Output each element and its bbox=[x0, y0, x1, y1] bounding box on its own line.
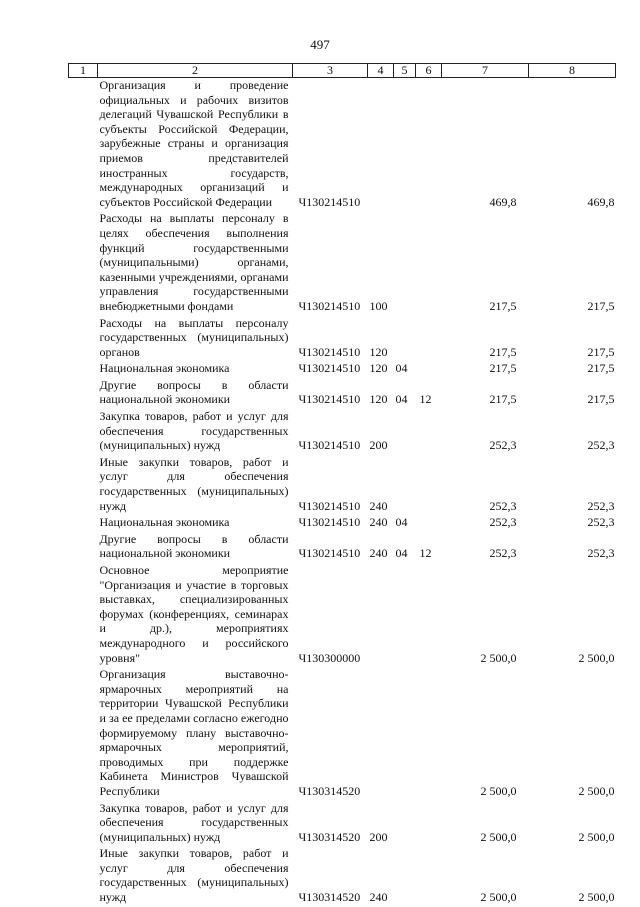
header-col-1: 1 bbox=[69, 64, 98, 78]
row-amount-col8: 2 500,0 bbox=[578, 890, 615, 905]
row-target-code: Ч130314520 bbox=[298, 783, 361, 798]
row-amount-col8: 252,3 bbox=[587, 515, 615, 530]
row-section: 04 bbox=[395, 546, 408, 561]
table-header bbox=[69, 64, 616, 78]
row-target-code: Ч130214510 bbox=[298, 515, 361, 530]
row-amount-col7: 2 500,0 bbox=[480, 650, 517, 665]
table-row bbox=[69, 78, 616, 212]
row-subsection bbox=[416, 455, 442, 515]
row-subsection bbox=[416, 211, 442, 315]
header-col-8: 8 bbox=[529, 64, 616, 78]
row-section bbox=[394, 846, 416, 906]
row-amount-col7: 2 500,0 bbox=[480, 890, 517, 905]
row-section bbox=[394, 409, 416, 455]
row-expense-type bbox=[368, 78, 394, 212]
row-subsection bbox=[416, 515, 442, 532]
row-amount-col8: 252,3 bbox=[587, 438, 615, 453]
row-name: Основное мероприятие "Организация и участие в торговых выставках, специализированных форумах (конференциях, семинарах и др.), мероприятиях международного и российского уровня" bbox=[99, 563, 289, 665]
table-row bbox=[69, 532, 616, 563]
row-expense-type: 240 bbox=[369, 890, 388, 905]
row-subsection bbox=[416, 409, 442, 455]
row-name: Национальная экономика bbox=[99, 515, 230, 530]
row-subsection: 12 bbox=[419, 392, 432, 407]
row-amount-col7: 217,5 bbox=[489, 298, 517, 313]
table-row bbox=[69, 361, 616, 378]
row-subsection bbox=[416, 846, 442, 906]
row-section bbox=[394, 801, 416, 847]
row-expense-type: 120 bbox=[369, 361, 388, 376]
row-section: 04 bbox=[395, 392, 408, 407]
row-amount-col8: 469,8 bbox=[587, 194, 615, 209]
row-target-code: Ч130214510 bbox=[298, 546, 361, 561]
row-name: Организация выставочно-ярмарочных мероприятий на территории Чувашской Республики и за ее пределами согласно ежегодно формируемому плану выставочно-ярмарочных мероприятий, проводимых при поддержке Кабинета Министров Чувашской Республики bbox=[99, 667, 289, 798]
header-col-5: 5 bbox=[394, 64, 416, 78]
row-target-code: Ч130214510 bbox=[298, 194, 361, 209]
row-amount-col7: 217,5 bbox=[489, 361, 517, 376]
row-expense-type: 240 bbox=[369, 546, 388, 561]
row-subsection bbox=[416, 563, 442, 667]
row-target-code: Ч130214510 bbox=[298, 344, 361, 359]
row-amount-col8: 2 500,0 bbox=[578, 829, 615, 844]
row-target-code: Ч130214510 bbox=[298, 361, 361, 376]
row-name: Национальная экономика bbox=[99, 361, 230, 376]
row-target-code: Ч130314520 bbox=[298, 829, 361, 844]
row-amount-col8: 217,5 bbox=[587, 298, 615, 313]
row-expense-type: 120 bbox=[369, 392, 388, 407]
page-number: 497 bbox=[310, 37, 330, 52]
row-section bbox=[394, 667, 416, 800]
row-amount-col7: 217,5 bbox=[489, 344, 517, 359]
row-amount-col8: 217,5 bbox=[587, 344, 615, 359]
row-amount-col8: 217,5 bbox=[587, 361, 615, 376]
table-row bbox=[69, 846, 616, 906]
header-row bbox=[69, 64, 616, 78]
row-target-code: Ч130300000 bbox=[298, 650, 361, 665]
row-name: Другие вопросы в области национальной экономики bbox=[99, 377, 289, 407]
row-section: 04 bbox=[395, 515, 408, 530]
table-row bbox=[69, 409, 616, 455]
header-col-4: 4 bbox=[368, 64, 394, 78]
row-amount-col7: 217,5 bbox=[489, 392, 517, 407]
row-section: 04 bbox=[395, 361, 408, 376]
header-col-7: 7 bbox=[442, 64, 529, 78]
row-name: Иные закупки товаров, работ и услуг для обеспечения государственных (муниципальных) нужд bbox=[99, 846, 289, 905]
row-expense-type: 120 bbox=[369, 344, 388, 359]
row-amount-col8: 2 500,0 bbox=[578, 783, 615, 798]
row-expense-type: 200 bbox=[369, 829, 388, 844]
row-target-code: Ч130214510 bbox=[298, 438, 361, 453]
row-amount-col7: 2 500,0 bbox=[480, 783, 517, 798]
row-amount-col7: 469,8 bbox=[489, 194, 517, 209]
table-row bbox=[69, 667, 616, 800]
row-section bbox=[394, 563, 416, 667]
header-col-3: 3 bbox=[293, 64, 368, 78]
row-target-code: Ч130214510 bbox=[298, 298, 361, 313]
row-expense-type: 240 bbox=[369, 498, 388, 513]
table-row bbox=[69, 211, 616, 315]
row-target-code: Ч130214510 bbox=[298, 392, 361, 407]
table-row bbox=[69, 455, 616, 515]
row-target-code: Ч130214510 bbox=[298, 498, 361, 513]
row-name: Закупка товаров, работ и услуг для обеспечения государственных (муниципальных) нужд bbox=[99, 409, 289, 453]
row-subsection bbox=[416, 667, 442, 800]
table-row bbox=[69, 515, 616, 532]
header-col-2: 2 bbox=[98, 64, 293, 78]
row-name: Закупка товаров, работ и услуг для обеспечения государственных (муниципальных) нужд bbox=[99, 800, 289, 844]
row-expense-type: 100 bbox=[369, 298, 388, 313]
table-body bbox=[69, 78, 616, 907]
row-expense-type: 200 bbox=[369, 438, 388, 453]
row-amount-col7: 252,3 bbox=[489, 498, 517, 513]
table-row bbox=[69, 316, 616, 362]
row-expense-type bbox=[368, 667, 394, 800]
row-name: Организация и проведение официальных и рабочих визитов делегаций Чувашской Республики в субъекты Российской Федерации, зарубежные страны и организация приемов представителей иностранных государств, международных организаций и субъектов Российской Федерации bbox=[99, 78, 289, 209]
row-expense-type: 240 bbox=[369, 515, 388, 530]
row-target-code: Ч130314520 bbox=[298, 890, 361, 905]
row-subsection bbox=[416, 316, 442, 362]
row-amount-col7: 252,3 bbox=[489, 515, 517, 530]
table-row bbox=[69, 378, 616, 409]
row-name: Расходы на выплаты персоналу государственных (муниципальных) органов bbox=[99, 315, 289, 359]
row-amount-col7: 2 500,0 bbox=[480, 829, 517, 844]
row-amount-col8: 2 500,0 bbox=[578, 650, 615, 665]
row-name: Расходы на выплаты персоналу в целях обеспечения выполнения функций государственными (муниципальными) органами, казенными учреждениями, органами управления государственными внебюджетными фондами bbox=[99, 211, 289, 313]
row-amount-col7: 252,3 bbox=[489, 546, 517, 561]
header-col-6: 6 bbox=[416, 64, 442, 78]
row-section bbox=[394, 78, 416, 212]
row-section bbox=[394, 211, 416, 315]
row-amount-col8: 252,3 bbox=[587, 498, 615, 513]
row-section bbox=[394, 316, 416, 362]
row-amount-col8: 217,5 bbox=[587, 392, 615, 407]
row-expense-type bbox=[368, 563, 394, 667]
row-amount-col7: 252,3 bbox=[489, 438, 517, 453]
row-amount-col8: 252,3 bbox=[587, 546, 615, 561]
row-name: Другие вопросы в области национальной экономики bbox=[99, 531, 289, 561]
row-subsection bbox=[416, 361, 442, 378]
row-subsection bbox=[416, 78, 442, 212]
table-row bbox=[69, 801, 616, 847]
row-subsection: 12 bbox=[419, 546, 432, 561]
row-name: Иные закупки товаров, работ и услуг для обеспечения государственных (муниципальных) нужд bbox=[99, 454, 289, 513]
row-section bbox=[394, 455, 416, 515]
table-row bbox=[69, 563, 616, 667]
budget-table bbox=[68, 63, 616, 907]
row-subsection bbox=[416, 801, 442, 847]
